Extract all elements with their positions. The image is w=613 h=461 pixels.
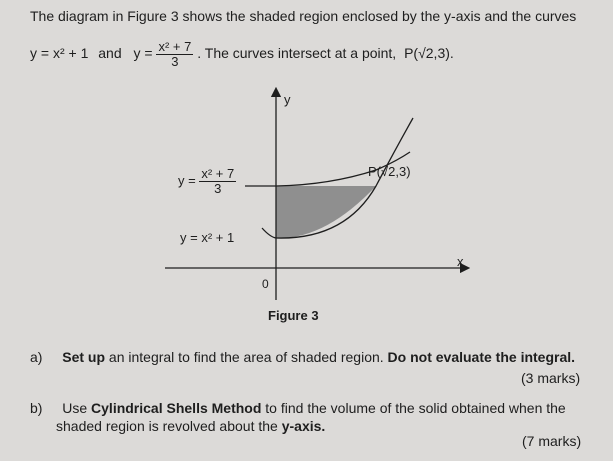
upper-curve-denominator: 3	[214, 181, 222, 196]
origin-label: 0	[262, 277, 269, 291]
x-axis-label: x	[457, 254, 464, 269]
question-a-text: an integral to find the area of shaded region.	[105, 349, 388, 365]
question-b-label: b)	[30, 400, 43, 416]
intro-end: .	[449, 45, 454, 62]
question-b-bold-2: y-axis.	[281, 418, 326, 434]
question-b-line-1	[30, 400, 566, 416]
curve-2-numerator: x² + 7	[158, 39, 192, 54]
question-a	[30, 349, 575, 365]
upper-curve-lhs: y =	[178, 172, 196, 188]
question-a-label: a)	[30, 349, 43, 365]
question-b-marks: (7 marks)	[522, 433, 582, 449]
question-a-marks: (3 marks)	[521, 370, 581, 386]
question-b-text-1b: to find the volume of the solid obtained when the	[261, 400, 566, 416]
and-word: and	[98, 45, 122, 62]
intro-after-text: . The curves intersect at a point,	[197, 45, 397, 62]
question-a-bold-1: Set up	[62, 349, 106, 365]
question-b-line-2	[56, 418, 325, 434]
upper-curve-numerator: x² + 7	[201, 166, 235, 181]
point-p-label: P(√2,3)	[368, 164, 411, 179]
question-a-bold-2: Do not evaluate the integral.	[387, 349, 576, 365]
question-b-bold-1: Cylindrical Shells Method	[91, 400, 262, 416]
question-b-text-1a: Use	[62, 400, 92, 416]
intro-text: The diagram in Figure 3 shows the shaded region enclosed by the y-axis and the curves	[30, 8, 577, 24]
lower-curve-label: y = x² + 1	[180, 230, 235, 245]
question-b-text-2: shaded region is revolved about the	[56, 418, 282, 434]
curve-2-lhs: y =	[133, 45, 153, 62]
curve-2-denominator: 3	[171, 54, 179, 69]
upper-curve-label	[178, 167, 236, 196]
upper-curve-fraction	[199, 167, 236, 196]
figure-caption: Figure 3	[268, 308, 319, 323]
curve-1-equation: y = x² + 1	[30, 45, 89, 62]
intersection-point: P(√2,3)	[404, 45, 450, 62]
y-axis-label: y	[284, 92, 291, 107]
